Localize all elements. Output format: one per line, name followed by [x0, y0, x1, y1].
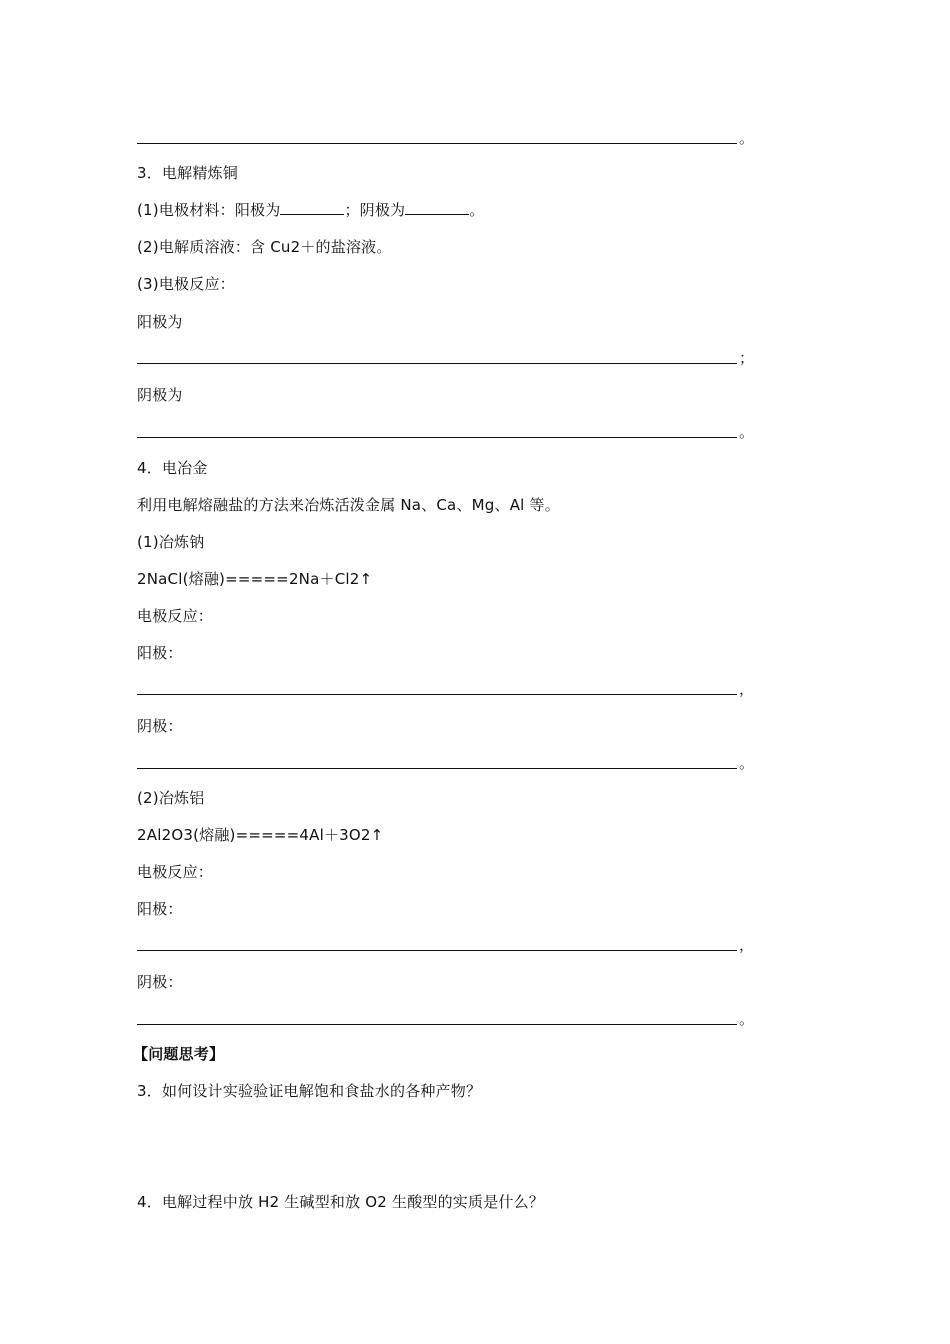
line-punctuation: 。 — [739, 1010, 755, 1028]
answer-line — [137, 933, 755, 954]
sodium-equation: 2NaCl(熔融)=====2Na＋Cl2↑ — [137, 570, 373, 588]
section-3-anode-label: 阳极为 — [137, 313, 183, 331]
answer-rule — [137, 1024, 737, 1025]
item-1-mid: ；阴极为 — [344, 201, 406, 219]
section-3-item-1 — [137, 200, 484, 220]
answer-rule — [137, 768, 737, 769]
sodium-cathode-label: 阴极： — [137, 717, 183, 735]
line-punctuation: 。 — [739, 129, 755, 147]
section-3-cathode-label: 阴极为 — [137, 386, 183, 404]
aluminum-equation: 2Al2O3(熔融)=====4Al＋3O2↑ — [137, 826, 384, 844]
line-punctuation: 。 — [739, 423, 755, 441]
line-punctuation: ； — [739, 349, 755, 367]
answer-rule — [137, 950, 737, 951]
item-1-end: 。 — [469, 201, 485, 219]
line-punctuation: ， — [739, 680, 755, 698]
aluminum-reaction-label: 电极反应： — [137, 863, 214, 881]
section-3-item-2: (2)电解质溶液：含 Cu2＋的盐溶液。 — [137, 238, 392, 256]
think-heading: 【问题思考】 — [133, 1045, 225, 1063]
answer-line — [137, 126, 755, 147]
cathode-material-blank — [405, 200, 469, 215]
answer-line — [137, 420, 755, 441]
answer-rule — [137, 694, 737, 695]
answer-line — [137, 346, 755, 367]
question-4: 4．电解过程中放 H2 生碱型和放 O2 生酸型的实质是什么？ — [137, 1193, 544, 1211]
answer-rule — [137, 363, 737, 364]
line-punctuation: 。 — [739, 754, 755, 772]
section-4-title: 4．电冶金 — [137, 459, 208, 477]
sodium-subtitle: (1)冶炼钠 — [137, 533, 205, 551]
section-3-title: 3．电解精炼铜 — [137, 164, 238, 182]
item-1-prefix: (1)电极材料：阳极为 — [137, 201, 281, 219]
answer-line — [137, 751, 755, 772]
aluminum-anode-label: 阳极： — [137, 900, 183, 918]
answer-line — [137, 1007, 755, 1028]
answer-line — [137, 677, 755, 698]
line-punctuation: ， — [739, 936, 755, 954]
sodium-anode-label: 阳极： — [137, 644, 183, 662]
aluminum-subtitle: (2)冶炼铝 — [137, 789, 205, 807]
answer-rule — [137, 437, 737, 438]
sodium-reaction-label: 电极反应： — [137, 607, 214, 625]
section-4-intro: 利用电解熔融盐的方法来冶炼活泼金属 Na、Ca、Mg、Al 等。 — [137, 496, 560, 514]
question-3: 3．如何设计实验验证电解饱和食盐水的各种产物？ — [137, 1082, 482, 1100]
anode-material-blank — [280, 200, 344, 215]
answer-rule — [137, 143, 737, 144]
section-3-item-3: (3)电极反应： — [137, 275, 235, 293]
aluminum-cathode-label: 阴极： — [137, 973, 183, 991]
